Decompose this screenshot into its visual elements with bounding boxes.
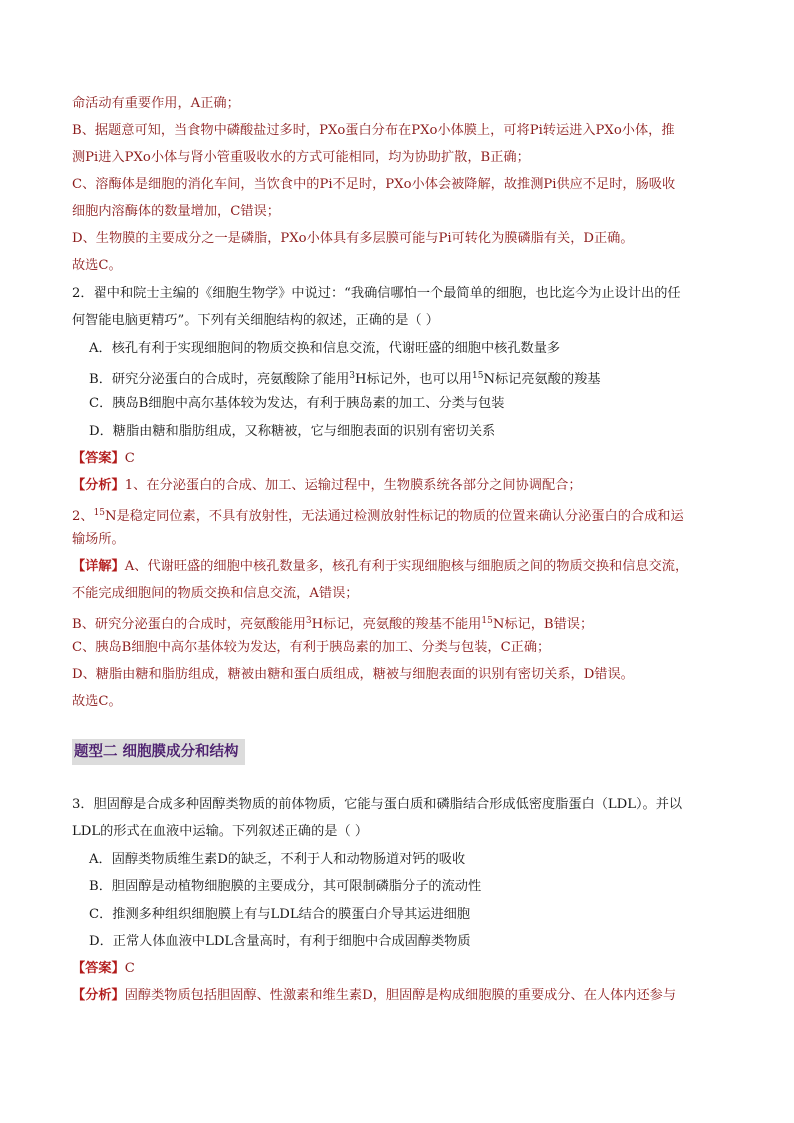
detail-label: 【详解】 — [72, 559, 125, 574]
text-line: D、生物膜的主要成分之一是磷脂，PXo小体具有多层膜可能与Pi可转化为膜磷脂有关，D正确。 — [72, 231, 634, 246]
superscript: 15 — [472, 371, 484, 381]
option-a: A．固醇类物质维生素D的缺乏，不利于人和动物肠道对钙的吸收 — [89, 852, 466, 867]
superscript: 3 — [305, 616, 312, 626]
option-c: C．胰岛B细胞中高尔基体较为发达，有利于胰岛素的加工、分类与包装 — [89, 396, 505, 411]
analysis-text: 1、在分泌蛋白的合成、加工、运输过程中，生物膜系统各部分之间协调配合； — [124, 478, 582, 493]
detail-line: 故选C。 — [72, 694, 122, 709]
analysis-line: 输场所。 — [72, 532, 125, 547]
text-line: 细胞内溶酶体的数量增加，C错误； — [72, 204, 280, 219]
option-text: N标记亮氨酸的羧基 — [483, 372, 601, 387]
question-2-stem: 2．翟中和院士主编的《细胞生物学》中说过：“我确信哪怕一个最简单的细胞，也比迄今为止设计出的任 — [72, 286, 681, 301]
analysis-label: 【分析】 — [72, 988, 125, 1003]
answer-label: 【答案】 — [72, 961, 125, 976]
analysis-line — [72, 504, 684, 526]
answer-line — [72, 450, 135, 468]
option-b: B．胆固醇是动植物细胞膜的主要成分，其可限制磷脂分子的流动性 — [89, 879, 482, 894]
text-line: 测Pi进入PXo小体与肾小管重吸收水的方式可能相同，均为协助扩散，B正确； — [72, 150, 530, 165]
option-a: A．核孔有利于实现细胞间的物质交换和信息交流，代谢旺盛的细胞中核孔数量多 — [89, 341, 561, 356]
detail-text: A、代谢旺盛的细胞中核孔数量多，核孔有利于实现细胞核与细胞质之间的物质交换和信息交流， — [124, 559, 689, 574]
detail-text: N标记，B错误； — [492, 617, 594, 632]
detail-line — [72, 558, 688, 576]
question-2-stem: 何智能电脑更精巧”。下列有关细胞结构的叙述，正确的是（ ） — [72, 313, 439, 328]
option-d: D．正常人体血液中LDL含量高时，有利于细胞中合成固醇类物质 — [89, 934, 471, 949]
detail-line: D、糖脂由糖和脂肪组成，糖被由糖和蛋白质组成，糖被与细胞表面的识别有密切关系，D错误。 — [72, 667, 634, 682]
text-line: 故选C。 — [72, 258, 122, 273]
section-heading: 题型二 细胞膜成分和结构 — [72, 739, 245, 765]
superscript: 15 — [481, 616, 493, 626]
superscript: 15 — [93, 508, 106, 518]
text-line: 命活动有重要作用，A正确； — [72, 96, 240, 111]
text-line: C、溶酶体是细胞的消化车间，当饮食中的Pi不足时，PXo小体会被降解，故推测Pi供应不足时，肠吸收 — [72, 177, 676, 192]
answer-value: C — [124, 451, 135, 466]
option-b — [89, 367, 601, 389]
detail-line: 不能完成细胞间的物质交换和信息交流，A错误； — [72, 586, 359, 601]
detail-line: C、胰岛B细胞中高尔基体较为发达，有利于胰岛素的加工、分类与包装，C正确； — [72, 640, 551, 655]
option-c: C．推测多种组织细胞膜上有与LDL结合的膜蛋白介导其运进细胞 — [89, 907, 471, 922]
analysis-text: N是稳定同位素，不具有放射性，无法通过检测放射性标记的物质的位置来确认分泌蛋白的合成和运 — [105, 509, 684, 524]
detail-line — [72, 612, 593, 634]
question-3-stem: 3．胆固醇是合成多种固醇类物质的前体物质，它能与蛋白质和磷脂结合形成低密度脂蛋白（LDL）。并以 — [72, 797, 683, 812]
analysis-line — [72, 987, 676, 1005]
text-line: B、据题意可知，当食物中磷酸盐过多时，PXo蛋白分布在PXo小体膜上，可将Pi转运进入PXo小体，推 — [72, 123, 675, 138]
analysis-label: 【分析】 — [72, 478, 125, 493]
option-d: D．糖脂由糖和脂肪组成，又称糖被，它与细胞表面的识别有密切关系 — [89, 424, 496, 439]
answer-line — [72, 960, 135, 978]
option-text: H标记外，也可以用 — [355, 372, 472, 387]
superscript: 3 — [349, 371, 355, 381]
answer-value: C — [124, 961, 135, 976]
answer-label: 【答案】 — [72, 451, 125, 466]
analysis-text: 固醇类物质包括胆固醇、性激素和维生素D，胆固醇是构成细胞膜的重要成分、在人体内还参与 — [124, 988, 677, 1003]
detail-text: B、研究分泌蛋白的合成时，亮氨酸能用 — [72, 617, 306, 632]
detail-text: H标记，亮氨酸的羧基不能用 — [311, 617, 482, 632]
analysis-text: 2、 — [72, 509, 94, 524]
analysis-line — [72, 477, 582, 495]
option-text: B．研究分泌蛋白的合成时，亮氨酸除了能用 — [89, 372, 350, 387]
question-3-stem: LDL的形式在血液中运输。下列叙述正确的是（ ） — [72, 824, 369, 839]
